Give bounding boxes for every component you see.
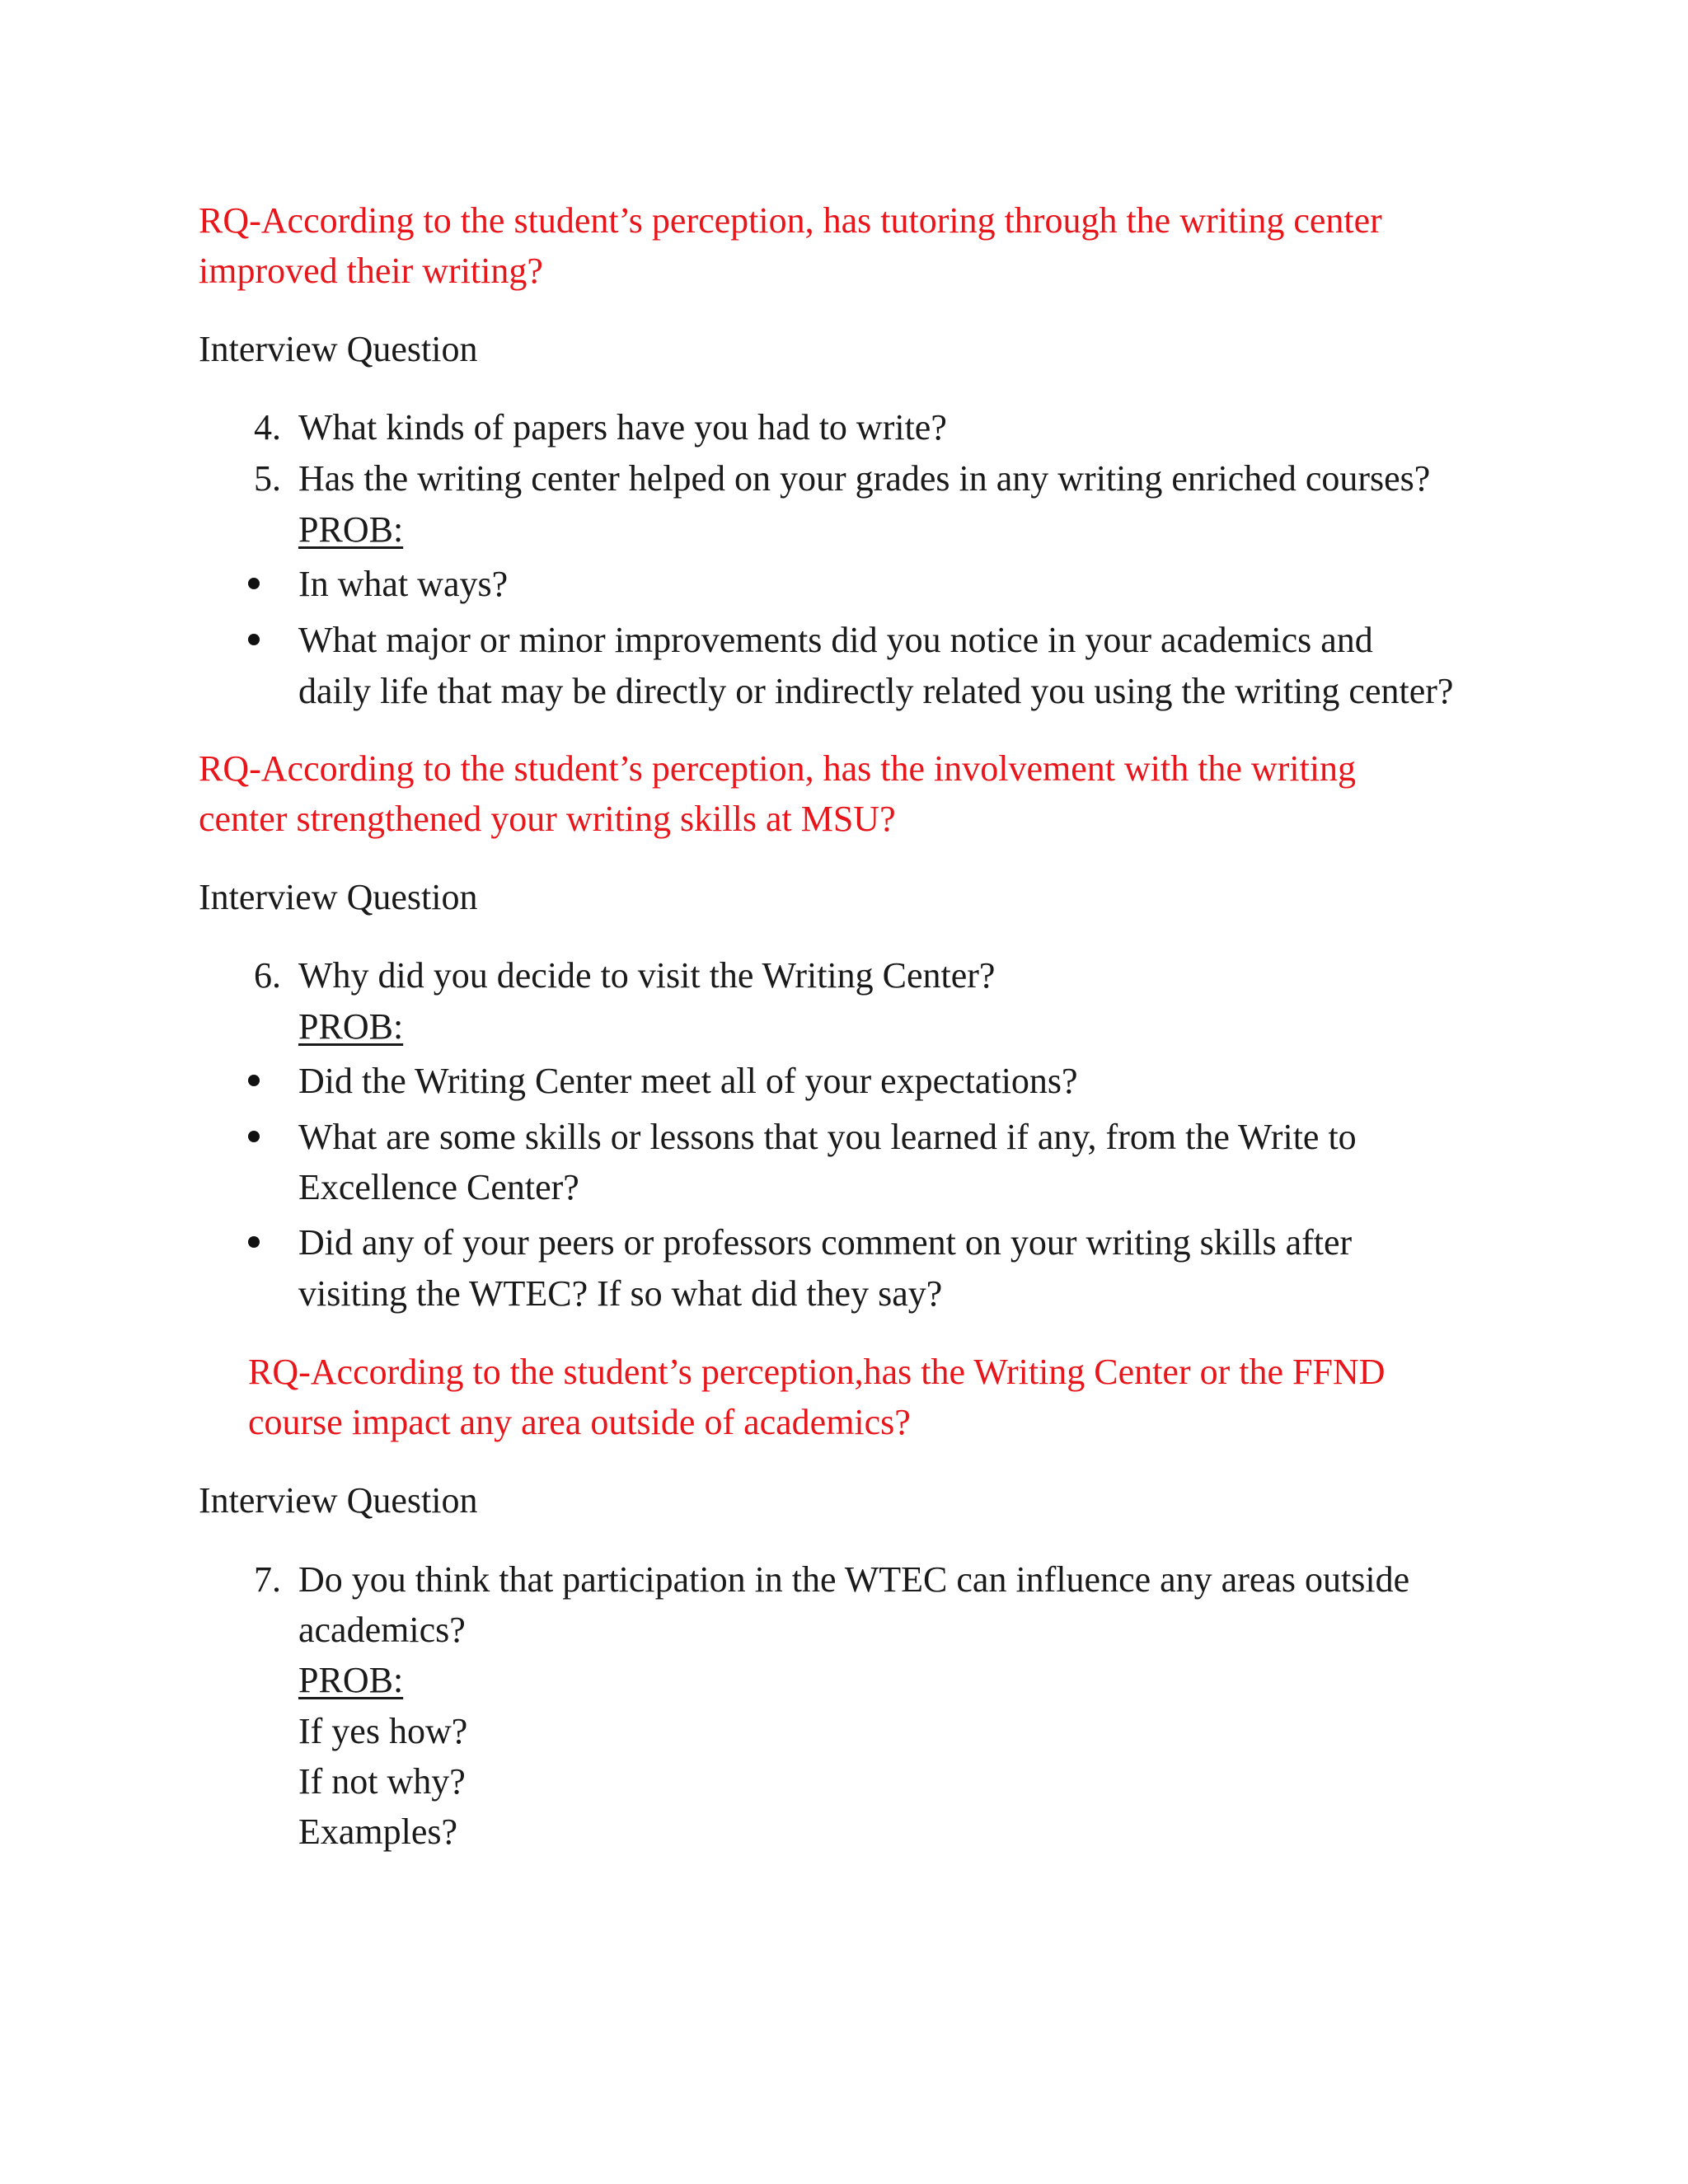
rq-2-line-1: RQ-According to the student’s perception, has the involvement with the writing (199, 748, 1357, 789)
question-number-4: 4. (254, 407, 281, 448)
probe-label-3: PROB: (298, 1660, 404, 1700)
question-6-text: Why did you decide to visit the Writing Center? (298, 955, 996, 996)
bullet-2-2-line-1: What are some skills or lessons that you learned if any, from the Write to (298, 1117, 1357, 1157)
bullet-1-2-line-1: What major or minor improvements did you notice in your academics and (298, 620, 1373, 660)
bullet-2-2-line-2: Excellence Center? (298, 1167, 579, 1207)
question-4-text: What kinds of papers have you had to write? (298, 407, 947, 448)
interview-question-heading-2: Interview Question (199, 877, 478, 917)
bullet-dot (248, 1131, 260, 1142)
bullet-2-3-line-2: visiting the WTEC? If so what did they say? (298, 1273, 943, 1314)
bullet-2-3-line-1: Did any of your peers or professors comment on your writing skills after (298, 1222, 1353, 1263)
bullet-1-2-line-2: daily life that may be directly or indirectly related you using the writing center? (298, 671, 1454, 711)
question-number-6: 6. (254, 955, 281, 996)
followup-2: If not why? (298, 1761, 466, 1802)
rq-3-line-1: RQ-According to the student’s perception,has the Writing Center or the FFND (248, 1352, 1386, 1392)
followup-1: If yes how? (298, 1711, 468, 1751)
followup-3: Examples? (298, 1811, 458, 1852)
bullet-dot (248, 634, 260, 645)
question-7-line-1: Do you think that participation in the WTEC can influence any areas outside (298, 1559, 1410, 1600)
rq-1-line-1: RQ-According to the student’s perception, has tutoring through the writing center (199, 200, 1382, 241)
bullet-dot (248, 1075, 260, 1086)
question-7-line-2: academics? (298, 1610, 466, 1650)
probe-label-2: PROB: (298, 1006, 404, 1047)
rq-1-line-2: improved their writing? (199, 251, 543, 291)
rq-3-line-2: course impact any area outside of academics? (248, 1402, 911, 1442)
bullet-2-1: Did the Writing Center meet all of your expectations? (298, 1061, 1078, 1101)
bullet-1-1: In what ways? (298, 564, 509, 604)
question-number-5: 5. (254, 458, 281, 499)
question-5-text: Has the writing center helped on your grades in any writing enriched courses? (298, 458, 1431, 499)
rq-2-line-2: center strengthened your writing skills at MSU? (199, 799, 896, 839)
bullet-dot (248, 1236, 260, 1248)
interview-question-heading-1: Interview Question (199, 329, 478, 369)
interview-question-heading-3: Interview Question (199, 1480, 478, 1521)
question-number-7: 7. (254, 1559, 281, 1600)
probe-label-1: PROB: (298, 509, 404, 550)
bullet-dot (248, 578, 260, 589)
